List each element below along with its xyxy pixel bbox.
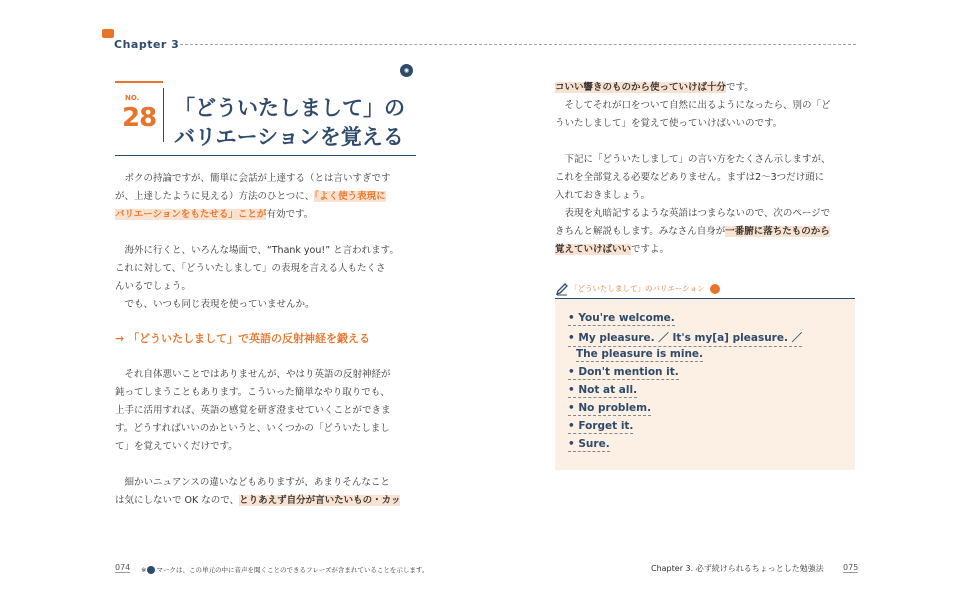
phrase-item: • You're welcome. — [568, 312, 675, 324]
chapter-tab-icon — [102, 29, 114, 38]
phrase-item: • Don't mention it. — [568, 366, 679, 378]
right-page-number: 075 — [843, 563, 859, 572]
text-line: 海外に行くと、いろんな場面で、“Thank you!” と言われます。 — [124, 245, 399, 256]
section-title-line1: 「どういたしまして」の — [174, 95, 405, 120]
section-no-label: NO. — [125, 94, 140, 102]
running-footer: Chapter 3. 必ず続けられるちょっとした勉強法 — [651, 564, 824, 573]
highlight-text: 一番腑に落ちたものから — [725, 226, 830, 237]
text-line: 細かいニュアンスの違いなどもありますが、あまりそんなこと — [124, 477, 390, 488]
text-line: 鈍ってしまうこともあります。こういった簡単なやり取りでも、 — [115, 387, 390, 398]
text-line: 入れておきましょう。 — [555, 190, 651, 201]
text-line: て」を覚えていくだけです。 — [115, 441, 238, 452]
text-line: 下記に「どういたしまして」の言い方をたくさん示しますが、 — [564, 154, 831, 165]
paragraph-4 — [115, 474, 417, 510]
phrase-item: • No problem. — [568, 402, 652, 414]
paragraph-3 — [115, 366, 417, 456]
highlight-text: 「よく使う表現に — [314, 191, 386, 202]
highlight-text: とりあえず自分が言いたいもの・カッ — [239, 495, 401, 506]
arrow-icon: → — [115, 332, 125, 345]
title-underline — [115, 155, 416, 156]
subheading-text: 「どういたしまして」で英語の反射神経を鍛える — [128, 332, 371, 345]
text-line: きちんと解説もします。みなさん自身が — [555, 226, 726, 237]
pencil-icon — [555, 282, 569, 296]
section-number: 28 — [122, 103, 157, 133]
highlight-text: 覚えていけばいい — [555, 244, 632, 255]
footer-note — [141, 565, 428, 574]
text-line: でも、いつも同じ表現を使っていませんか。 — [124, 299, 315, 310]
note-text: マークは、この単元の中に音声を聞くことのできるフレーズが含まれていることを示します。 — [156, 566, 429, 574]
text-line: それ自体悪いことではありませんが、やはり英語の反射神経が — [124, 369, 391, 380]
paragraph-6 — [555, 151, 857, 259]
paragraph-5 — [555, 79, 857, 133]
text-line: ボクの持論ですが、簡単に会話が上達する（とは言いすぎです — [124, 173, 391, 184]
text-line: ういたしまして」を覚えて使っていけばいいのです。 — [555, 118, 783, 129]
audio-cd-icon — [147, 566, 155, 574]
text-line: 有効です。 — [266, 209, 314, 220]
paragraph-1 — [115, 170, 417, 224]
text-line: 表現を丸暗記するような英語はつまらないので、次のページで — [564, 208, 831, 219]
phrase-item: • Sure. — [568, 438, 610, 450]
section-title-line2: バリエーションを覚える — [174, 124, 404, 149]
text-line: これに対して、「どういたしまして」の表現を言える人もたくさ — [115, 263, 386, 274]
text-line: が、上達したように見える）方法のひとつに、 — [115, 191, 315, 202]
phrase-item: • My pleasure. ／ It's my[a] pleasure. ／ — [568, 330, 802, 347]
text-line: んいるでしょう。 — [115, 281, 191, 292]
subheading — [115, 330, 370, 346]
variation-box-title: 「どういたしまして」のバリエーション — [570, 284, 705, 293]
text-line: です。 — [726, 82, 754, 93]
audio-cd-icon[interactable] — [710, 284, 720, 294]
paragraph-2 — [115, 242, 417, 314]
text-line: そしてそれが口をついて自然に出るようになったら、別の「ど — [564, 100, 831, 111]
text-line: 上手に活用すれば、英語の感覚を研ぎ澄ませていくことができま — [115, 405, 391, 416]
phrase-item: • Forget it. — [568, 420, 634, 432]
highlight-text: バリエーションをもたせる」ことが — [115, 209, 267, 220]
text-line: す。どうすればいいのかというと、いくつかの「どういたしまし — [115, 423, 390, 434]
text-line: ですよ。 — [631, 244, 670, 255]
section-number-bar — [115, 81, 163, 83]
note-mark: ※ — [141, 566, 147, 574]
audio-cd-icon[interactable]: ◉ — [400, 64, 413, 77]
title-divider — [163, 88, 164, 142]
chapter-label: Chapter 3 — [114, 38, 180, 51]
left-page-number: 074 — [115, 563, 131, 572]
chapter-divider — [180, 44, 856, 45]
text-line: は気にしないで OK なので、 — [115, 495, 240, 506]
text-line: これを全部覚える必要などありません。まずは2～3つだけ頭に — [555, 172, 825, 183]
phrase-item: The pleasure is mine. — [576, 348, 704, 360]
highlight-text: コいい響きのものから使っていけば十分 — [555, 82, 727, 93]
phrase-item: • Not at all. — [568, 384, 638, 396]
